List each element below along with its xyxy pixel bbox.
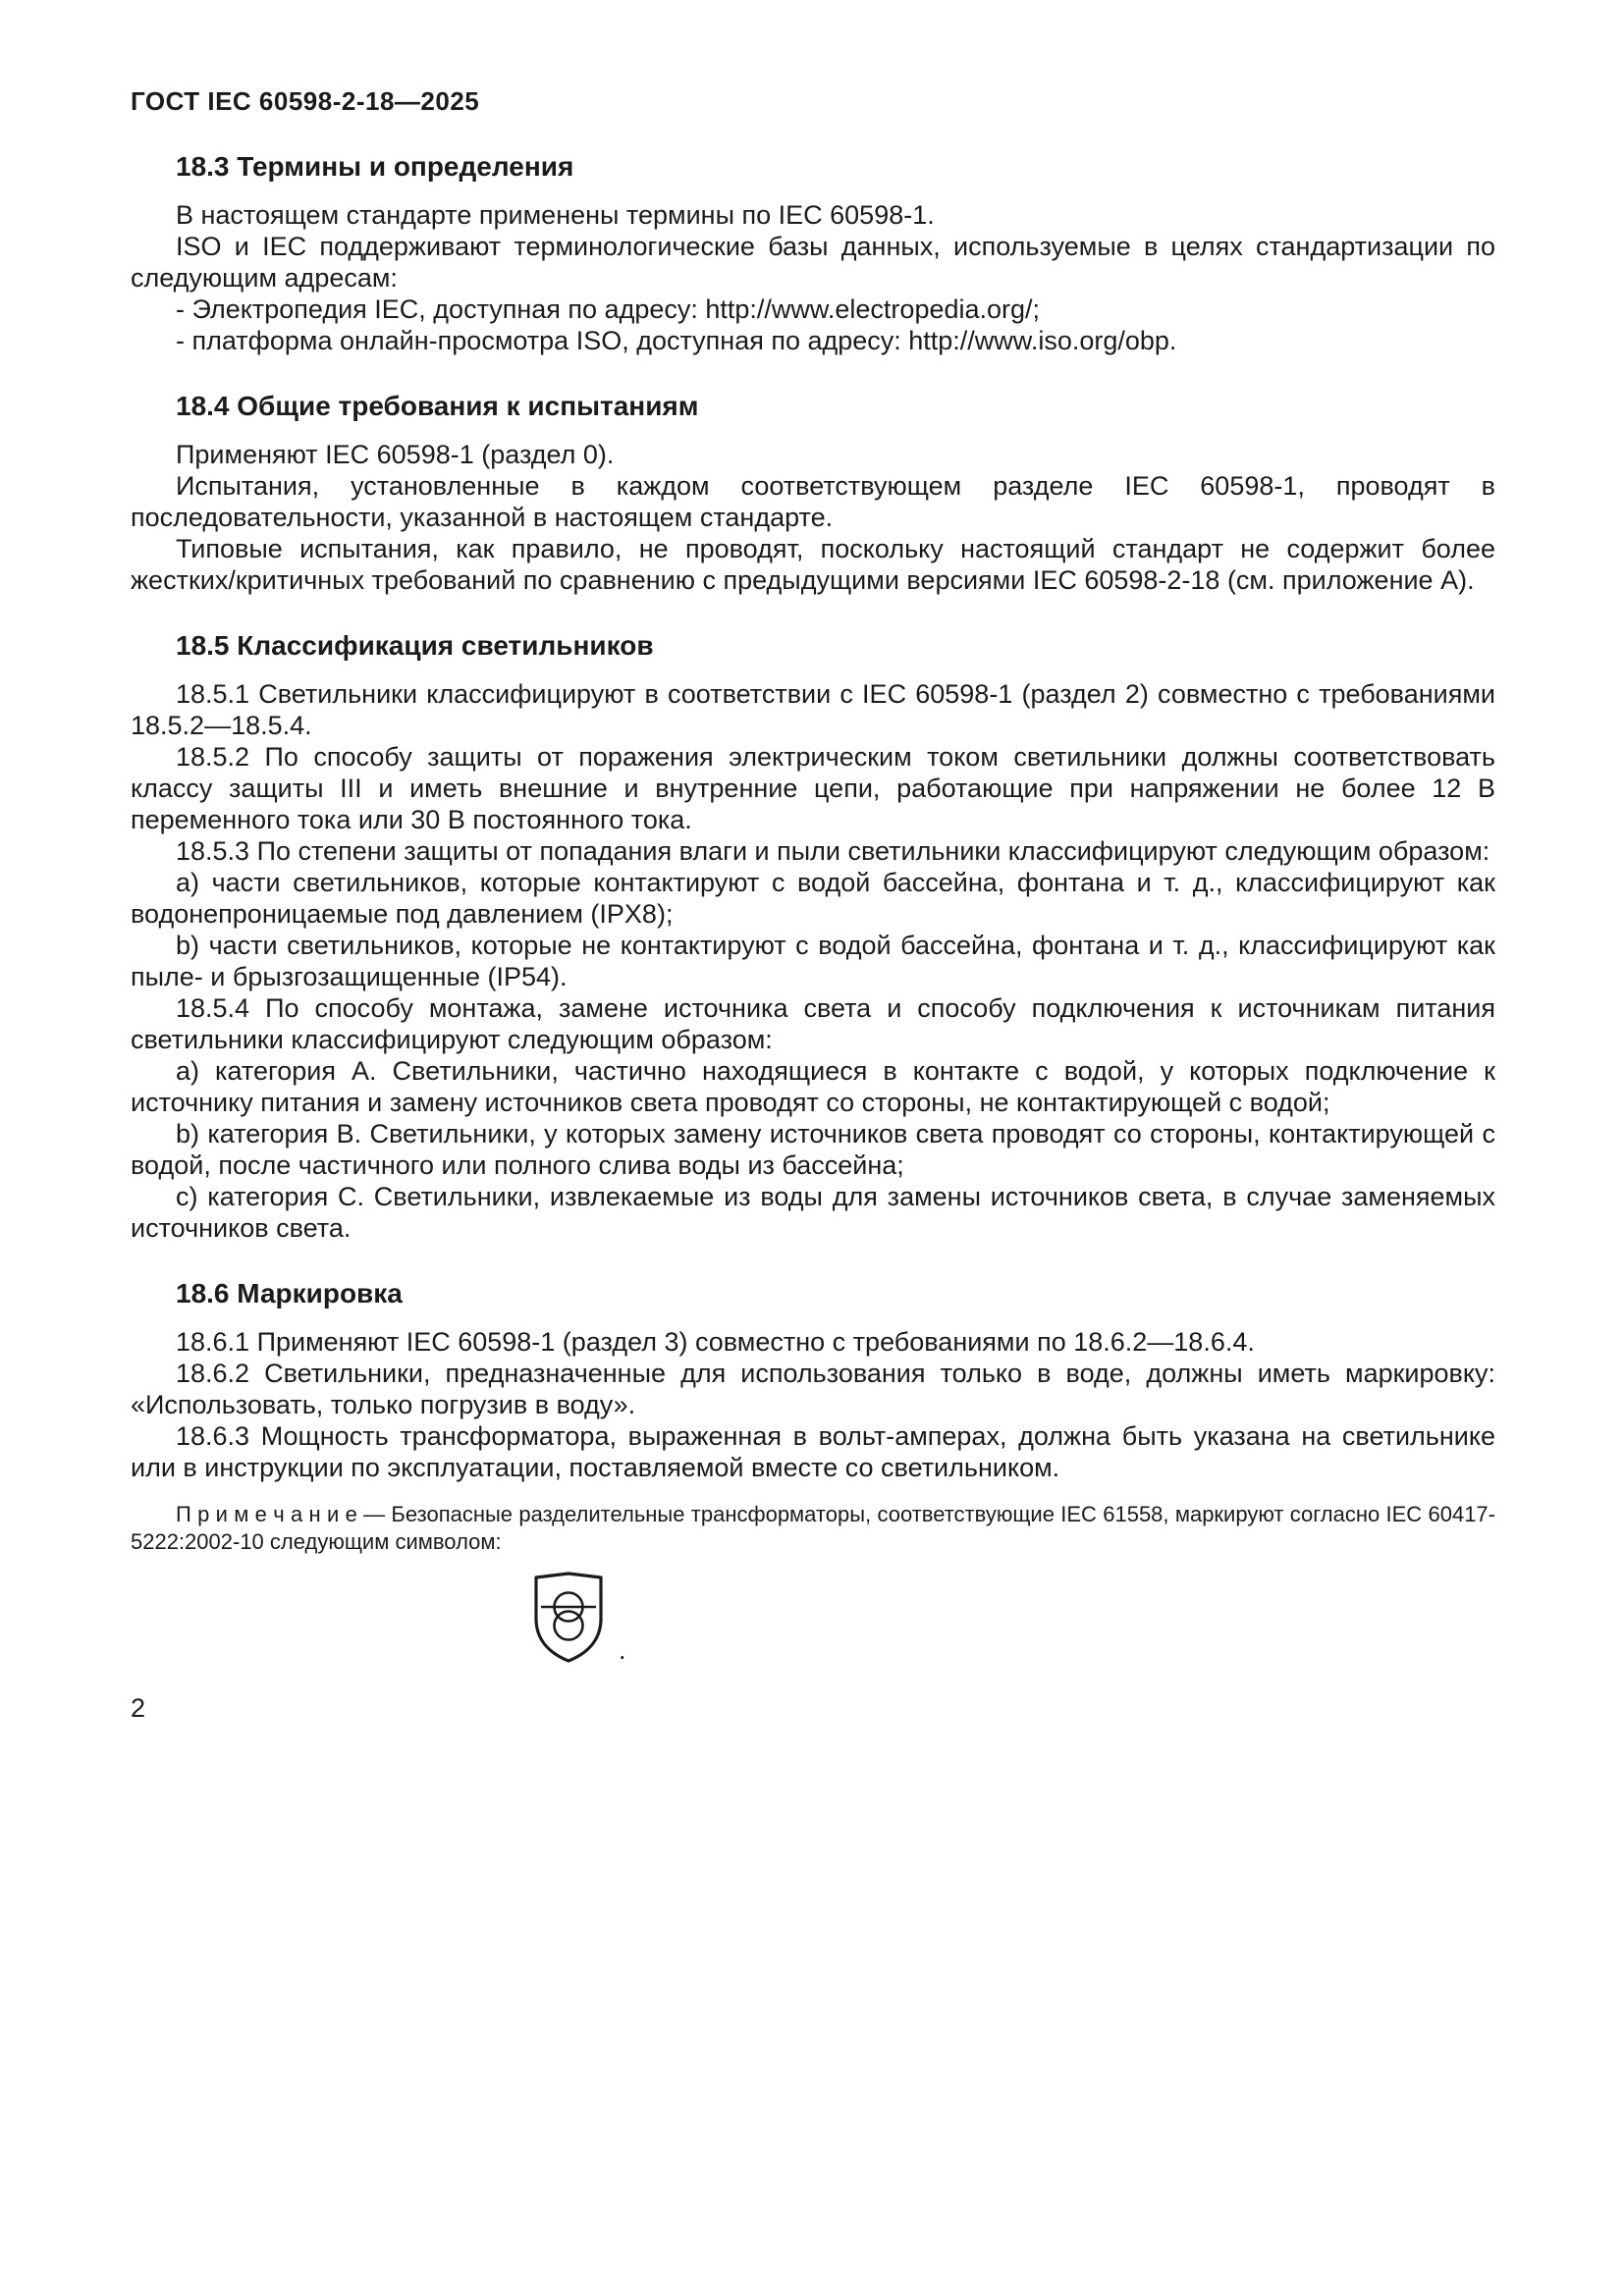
section-heading-18-6: 18.6 Маркировка: [176, 1278, 403, 1308]
section-18-5: [131, 629, 1495, 1244]
list-item-category-c: c) категория С. Светильники, извлекаемые из воды для замены источников света, в случае заменяемых источников света.: [131, 1182, 1495, 1243]
document-header: ГОСТ IEC 60598-2-18—2025: [131, 86, 480, 116]
section-18-6: [131, 1277, 1495, 1483]
paragraph: Испытания, установленные в каждом соответствующем разделе IEC 60598-1, проводят в последовательности, указанной в настоящем стандарте.: [131, 471, 1495, 532]
symbol-row: [528, 1570, 646, 1664]
transformer-winding-bottom: [555, 1612, 583, 1640]
list-item-electropedia-url: - Электропедия IEC, доступная по адресу: http://www.electropedia.org/;: [176, 294, 1041, 324]
list-item-a: a) части светильников, которые контактируют с водой бассейна, фонтана и т. д., классифицируют как водонепроницаемые под давлением (IPX8);: [131, 868, 1495, 929]
shield-outline: [536, 1574, 601, 1661]
list-item-category-a: a) категория А. Светильники, частично находящиеся в контакте с водой, у которых подключение к источнику питания и замену источников света проводят со стороны, не контактирующей с водой;: [131, 1056, 1495, 1117]
section-heading-18-4: 18.4 Общие требования к испытаниям: [176, 391, 699, 421]
page-number: 2: [131, 1693, 146, 1723]
paragraph: 18.6.3 Мощность трансформатора, выраженная в вольт-амперах, должна быть указана на светильнике или в инструкции по эксплуатации, поставляемой вместе со светильником.: [131, 1421, 1495, 1482]
page-content: [131, 86, 1495, 1724]
paragraph: 18.5.1 Светильники классифицируют в соответствии с IEC 60598-1 (раздел 2) совместно с требованиями 18.5.2—18.5.4.: [131, 679, 1495, 740]
paragraph: 18.6.2 Светильники, предназначенные для использования только в воде, должны иметь маркировку: «Использовать, только погрузив в воду».: [131, 1359, 1495, 1419]
list-item-category-b: b) категория В. Светильники, у которых замену источников света проводят со стороны, контактирующей с водой, после частичного или полного слива воды из бассейна;: [131, 1119, 1495, 1180]
list-item-b: b) части светильников, которые не контактируют с водой бассейна, фонтана и т. д., классифицируют как пыле- и брызгозащищенные (IP54).: [131, 931, 1495, 991]
section-18-3: [131, 150, 1495, 356]
paragraph: 18.5.2 По способу защиты от поражения электрическим током светильники должны соответствовать классу защиты III и иметь внешние и внутренние цепи, работающие при напряжении не более 12 В переменного тока или 30 В постоянного тока.: [131, 742, 1495, 834]
section-heading-18-3: 18.3 Термины и определения: [176, 151, 574, 182]
paragraph: В настоящем стандарте применены термины по IEC 60598-1.: [176, 200, 935, 230]
paragraph: ISO и IEC поддерживают терминологические базы данных, используемые в целях стандартизации по следующим адресам:: [131, 232, 1495, 293]
paragraph: 18.6.1 Применяют IEC 60598-1 (раздел 3) совместно с требованиями по 18.6.2—18.6.4.: [176, 1327, 1255, 1357]
note-paragraph: П р и м е ч а н и е — Безопасные разделительные трансформаторы, соответствующие IEC 61558, маркируют согласно IEC 60417-5222:2002-10 следующим символом:: [131, 1502, 1495, 1554]
paragraph: Применяют IEC 60598-1 (раздел 0).: [176, 440, 615, 469]
list-item-iso-obp-url: - платформа онлайн-просмотра ISO, доступная по адресу: http://www.iso.org/obp.: [176, 326, 1177, 355]
section-18-4: [131, 390, 1495, 596]
paragraph: Типовые испытания, как правило, не проводят, поскольку настоящий стандарт не содержит более жестких/критичных требований по сравнению с предыдущими версиями IEC 60598-2-18 (см. приложение А).: [131, 534, 1495, 595]
paragraph: 18.5.3 По степени защиты от попадания влаги и пыли светильники классифицируют следующим образом:: [176, 836, 1490, 866]
symbol-trailing-period: .: [619, 1635, 626, 1665]
safety-isolating-transformer-for-swimming-pools-icon: [528, 1570, 609, 1664]
paragraph: 18.5.4 По способу монтажа, замене источника света и способу подключения к источникам питания светильники классифицируют следующим образом:: [131, 993, 1495, 1054]
section-heading-18-5: 18.5 Классификация светильников: [176, 630, 654, 661]
